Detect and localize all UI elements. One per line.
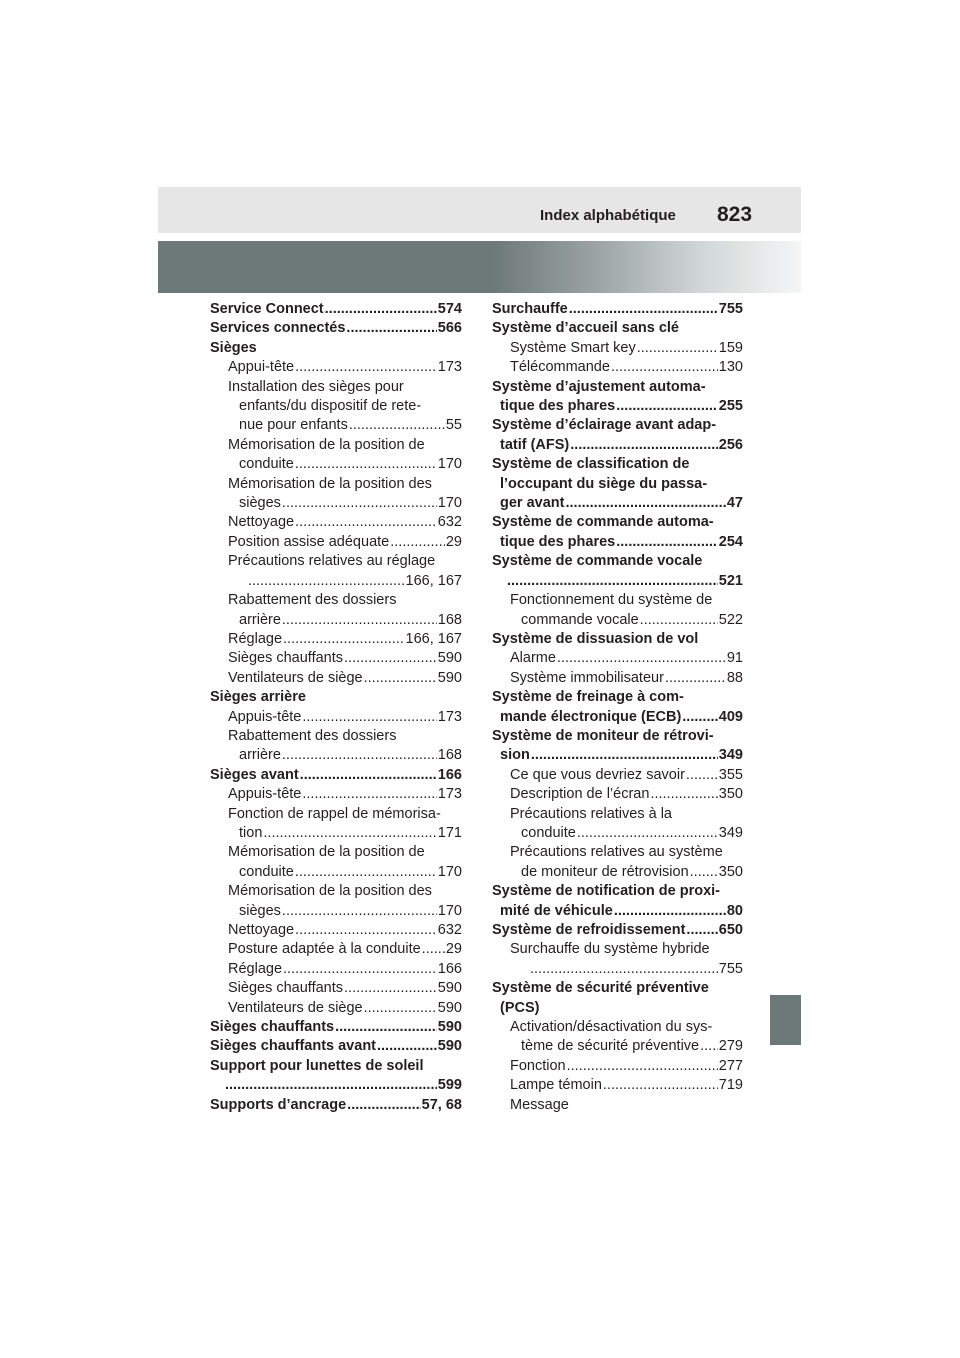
- index-entry: [210, 475, 462, 494]
- index-entry-text: commande vocale: [521, 611, 639, 628]
- dot-leader: [344, 649, 437, 668]
- index-entry-page: 632: [437, 922, 462, 938]
- index-entry: [210, 785, 462, 804]
- dot-leader: [302, 785, 436, 804]
- dot-leader: [603, 1076, 718, 1095]
- index-entry-text: tique des phares: [500, 533, 616, 550]
- index-entry-text: Appui-tête: [228, 359, 295, 376]
- index-entry: [210, 630, 462, 649]
- index-entry-text: Système d’ajustement automa-: [492, 378, 706, 395]
- index-entry: [492, 1096, 743, 1115]
- index-entry: [492, 921, 743, 940]
- index-entry: [492, 843, 743, 862]
- index-entry: [492, 300, 743, 319]
- index-entry-text: Système d’éclairage avant adap-: [492, 417, 717, 434]
- dot-leader: [682, 708, 718, 727]
- dot-leader: [565, 494, 725, 513]
- index-entry-text: Réglage: [228, 630, 283, 647]
- index-entry: [492, 475, 743, 494]
- index-entry: [210, 649, 462, 668]
- index-entry: [210, 1057, 462, 1076]
- index-entry: [492, 940, 743, 959]
- index-entry: [492, 979, 743, 998]
- dot-leader: [325, 300, 437, 319]
- index-entry-page: 632: [437, 514, 462, 531]
- page-number: 823: [717, 203, 753, 226]
- dot-leader: [390, 533, 445, 552]
- index-entry: [210, 378, 462, 397]
- dot-leader: [302, 708, 436, 727]
- index-entry: [492, 591, 743, 610]
- index-entry-text: Surchauffe: [492, 301, 568, 317]
- index-entry-text: Description de l’écran: [510, 786, 650, 803]
- index-entry: [492, 513, 743, 532]
- index-entry: [492, 339, 743, 358]
- index-entry-page: 349: [718, 824, 743, 841]
- dot-leader: [344, 979, 437, 998]
- dot-leader: [300, 766, 437, 785]
- index-entry-page: 80: [726, 902, 743, 919]
- index-entry-page: 91: [726, 650, 743, 667]
- index-entry: [492, 319, 743, 338]
- index-entry: [210, 1018, 462, 1037]
- index-entry: [492, 416, 743, 435]
- index-entry-text: conduite: [239, 863, 294, 880]
- dot-leader: [349, 416, 445, 435]
- index-entry-page: 755: [718, 301, 743, 317]
- index-entry-text: Sièges chauffants avant: [210, 1038, 376, 1055]
- index-entry-text: Alarme: [510, 650, 556, 667]
- index-entry: [492, 358, 743, 377]
- index-entry-text: Activation/désactivation du sys-: [510, 1019, 713, 1036]
- index-entry-page: 566: [437, 320, 462, 337]
- dot-leader: [611, 358, 718, 377]
- index-entry-text: (PCS): [500, 999, 540, 1016]
- index-entry: [492, 727, 743, 746]
- dot-leader: [507, 572, 718, 591]
- index-entry: [210, 999, 462, 1018]
- index-entry: [492, 863, 743, 882]
- index-entry-page: 255: [718, 398, 743, 415]
- index-entry-text: Service Connect: [210, 301, 324, 317]
- dot-leader: [282, 902, 437, 921]
- index-entry-page: 173: [437, 359, 462, 376]
- dot-leader: [616, 533, 718, 552]
- dot-leader: [570, 436, 718, 455]
- index-entry: [210, 727, 462, 746]
- index-entry-page: 55: [445, 417, 462, 434]
- index-entry-page: 173: [437, 786, 462, 803]
- index-entry-page: 168: [437, 747, 462, 764]
- index-entry: [492, 688, 743, 707]
- index-entry-page: 755: [718, 960, 743, 977]
- index-entry-text: Système de commande automa-: [492, 514, 714, 531]
- index-entry: [492, 785, 743, 804]
- index-entry-page: 29: [445, 533, 462, 550]
- dot-leader: [335, 1018, 437, 1037]
- index-entry: [492, 378, 743, 397]
- index-entry-page: 650: [718, 922, 743, 938]
- index-entry-text: Fonction de rappel de mémorisa-: [228, 805, 441, 822]
- index-entry-page: 599: [437, 1077, 462, 1094]
- index-entry-text: Fonction: [510, 1057, 566, 1074]
- index-entry: [210, 319, 462, 338]
- index-entry: [492, 766, 743, 785]
- index-entry-page: 719: [718, 1077, 743, 1094]
- index-entry: [492, 494, 743, 513]
- dot-leader: [282, 746, 437, 765]
- index-entry-page: 47: [726, 495, 743, 512]
- index-entry-text: Posture adaptée à la conduite: [228, 941, 421, 958]
- index-entry-text: arrière: [239, 611, 281, 628]
- dot-leader: [665, 669, 726, 688]
- index-entry: [492, 746, 743, 765]
- index-entry-text: tion: [239, 824, 263, 841]
- dot-leader: [295, 455, 437, 474]
- index-column-right: [492, 300, 743, 1115]
- index-entry-text: Position assise adéquate: [228, 533, 390, 550]
- index-entry: [210, 611, 462, 630]
- index-entry: [492, 824, 743, 843]
- index-entry: [492, 630, 743, 649]
- index-entry: [492, 902, 743, 921]
- dot-leader: [282, 611, 437, 630]
- index-entry-text: Mémorisation de la position des: [228, 475, 432, 492]
- dot-leader: [686, 766, 718, 785]
- index-entry-text: ger avant: [500, 495, 565, 512]
- index-entry-text: Précautions relatives à la: [510, 805, 672, 822]
- index-entry: [210, 1096, 462, 1115]
- index-entry: [210, 358, 462, 377]
- index-entry-page: 256: [718, 436, 743, 453]
- index-entry-text: Système de commande vocale: [492, 553, 703, 570]
- index-entry: [210, 416, 462, 435]
- index-entry-page: 173: [437, 708, 462, 725]
- index-entry-text: Message: [510, 1096, 569, 1113]
- index-entry: [210, 1076, 462, 1095]
- index-entry-text: Ce que vous devriez savoir: [510, 766, 685, 783]
- index-entry: [210, 824, 462, 843]
- index-entry: [210, 300, 462, 319]
- dot-leader: [283, 960, 437, 979]
- index-entry-text: Système Smart key: [510, 339, 636, 356]
- index-entry-text: Système d’accueil sans clé: [492, 320, 679, 337]
- index-entry-text: sion: [500, 747, 530, 764]
- index-entry: [210, 921, 462, 940]
- index-entry-text: sièges: [239, 902, 281, 919]
- section-title: Index alphabétique: [540, 207, 676, 224]
- dot-leader: [422, 940, 445, 959]
- index-entry-text: de moniteur de rétrovision: [521, 863, 689, 880]
- index-entry-text: Mémorisation de la position des: [228, 883, 432, 900]
- index-entry-text: arrière: [239, 747, 281, 764]
- section-tab-marker: [770, 995, 801, 1045]
- index-entry-text: Système de classification de: [492, 456, 690, 473]
- index-entry-text: Système de refroidissement: [492, 922, 686, 938]
- header-bar: [158, 187, 801, 233]
- index-entry: [210, 591, 462, 610]
- index-entry-page: 590: [437, 980, 462, 997]
- dot-leader: [567, 1057, 718, 1076]
- index-entry: [210, 805, 462, 824]
- index-entry-page: 159: [718, 339, 743, 356]
- dot-leader: [364, 669, 437, 688]
- index-entry: [492, 1018, 743, 1037]
- index-entry-text: Système de sécurité préventive: [492, 980, 709, 997]
- dot-leader: [347, 1096, 421, 1115]
- index-entry-text: Mémorisation de la position de: [228, 844, 425, 861]
- index-entry-page: 57, 68: [421, 1096, 462, 1113]
- dot-leader: [557, 649, 726, 668]
- index-entry-page: 170: [437, 863, 462, 880]
- index-entry: [492, 1057, 743, 1076]
- index-entry-text: Services connectés: [210, 320, 346, 337]
- index-entry-page: 521: [718, 572, 743, 589]
- dot-leader: [225, 1076, 437, 1095]
- index-entry-text: Système immobilisateur: [510, 669, 664, 686]
- index-entry: [492, 572, 743, 591]
- index-entry: [210, 533, 462, 552]
- index-entry-page: 590: [437, 669, 462, 686]
- index-entry-page: 254: [718, 533, 743, 550]
- index-entry-page: 590: [437, 1038, 462, 1055]
- index-entry-page: 130: [718, 359, 743, 376]
- index-entry-text: Sièges chauffants: [210, 1019, 335, 1036]
- index-entry: [210, 708, 462, 727]
- index-entry-page: 170: [437, 456, 462, 473]
- index-entry-text: tème de sécurité préventive: [521, 1038, 700, 1055]
- index-entry-page: 170: [437, 495, 462, 512]
- index-entry-page: 590: [437, 650, 462, 667]
- index-entry: [210, 339, 462, 358]
- index-entry-text: Système de notification de proxi-: [492, 883, 721, 900]
- index-entry: [210, 688, 462, 707]
- index-entry: [210, 979, 462, 998]
- dot-leader: [364, 999, 437, 1018]
- index-entry-text: Rabattement des dossiers: [228, 592, 397, 609]
- index-entry-page: 277: [718, 1057, 743, 1074]
- index-entry-text: Lampe témoin: [510, 1077, 602, 1094]
- dot-leader: [248, 572, 405, 591]
- index-entry-text: Télécommande: [510, 359, 610, 376]
- index-entry: [492, 669, 743, 688]
- index-entry-text: Nettoyage: [228, 922, 295, 938]
- index-entry: [210, 455, 462, 474]
- index-entry-text: tatif (AFS): [500, 436, 570, 453]
- index-entry-page: 349: [718, 747, 743, 764]
- index-entry: [492, 708, 743, 727]
- dot-leader: [346, 319, 436, 338]
- index-entry: [210, 494, 462, 513]
- index-entry-page: 355: [718, 766, 743, 783]
- index-entry-text: Fonctionnement du système de: [510, 592, 713, 609]
- index-entry-text: conduite: [521, 824, 576, 841]
- index-entry-text: Sièges avant: [210, 766, 299, 783]
- index-entry: [210, 572, 462, 591]
- index-entry-text: conduite: [239, 456, 294, 473]
- index-entry-page: 574: [437, 301, 462, 317]
- index-entry: [492, 1076, 743, 1095]
- dot-leader: [569, 300, 718, 319]
- index-entry-page: 409: [718, 708, 743, 725]
- dot-leader: [530, 960, 718, 979]
- dot-leader: [282, 494, 437, 513]
- index-column-left: [210, 300, 462, 1115]
- index-entry-text: Sièges arrière: [210, 689, 306, 706]
- index-entry: [210, 436, 462, 455]
- index-entry: [210, 940, 462, 959]
- index-entry-text: Rabattement des dossiers: [228, 727, 397, 744]
- index-entry-text: Système de moniteur de rétrovi-: [492, 727, 714, 744]
- index-entry-text: nue pour enfants: [239, 417, 348, 434]
- dot-leader: [295, 863, 437, 882]
- index-entry: [210, 766, 462, 785]
- index-entry-text: Nettoyage: [228, 514, 295, 531]
- index-entry-text: mande électronique (ECB): [500, 708, 682, 725]
- index-entry-text: l’occupant du siège du passa-: [500, 475, 708, 492]
- index-entry: [210, 882, 462, 901]
- dot-leader: [686, 921, 717, 940]
- index-entry: [492, 805, 743, 824]
- index-entry: [492, 397, 743, 416]
- index-entry: [210, 902, 462, 921]
- index-entry-page: 350: [718, 786, 743, 803]
- index-entry: [210, 552, 462, 571]
- index-entry-text: Support pour lunettes de soleil: [210, 1057, 424, 1074]
- index-entry: [492, 960, 743, 979]
- index-entry-text: Sièges: [210, 339, 257, 356]
- index-entry-text: Ventilateurs de siège: [228, 999, 363, 1016]
- index-entry-text: Mémorisation de la position de: [228, 436, 425, 453]
- index-entry-text: tique des phares: [500, 398, 616, 415]
- index-entry: [210, 746, 462, 765]
- index-entry-text: Ventilateurs de siège: [228, 669, 363, 686]
- index-entry: [492, 999, 743, 1018]
- index-entry-text: Surchauffe du système hybride: [510, 941, 710, 958]
- index-entry-page: 522: [718, 611, 743, 628]
- index-entry-page: 166: [437, 766, 462, 783]
- index-entry: [210, 863, 462, 882]
- index-entry-text: sièges: [239, 495, 281, 512]
- index-entry: [492, 882, 743, 901]
- index-entry-page: 88: [726, 669, 743, 686]
- index-entry-page: 29: [445, 941, 462, 958]
- index-entry-text: Installation des sièges pour: [228, 378, 404, 395]
- index-entry: [492, 455, 743, 474]
- index-entry-text: mité de véhicule: [500, 902, 613, 919]
- dot-leader: [295, 358, 437, 377]
- index-entry-page: 166: [437, 960, 462, 977]
- index-entry-text: Supports d’ancrage: [210, 1096, 347, 1113]
- index-entry-page: 350: [718, 863, 743, 880]
- dot-leader: [616, 397, 718, 416]
- dot-leader: [377, 1037, 437, 1056]
- index-entry: [210, 669, 462, 688]
- index-entry-page: 166, 167: [405, 630, 462, 647]
- index-entry: [492, 552, 743, 571]
- dot-leader: [577, 824, 718, 843]
- index-entry-text: enfants/du dispositif de rete-: [239, 398, 422, 415]
- index-entry-text: Précautions relatives au réglage: [228, 553, 436, 570]
- dot-leader: [650, 785, 717, 804]
- dot-leader: [690, 863, 718, 882]
- index-entry-page: 166, 167: [405, 572, 462, 589]
- dot-leader: [640, 611, 718, 630]
- index-entry: [492, 611, 743, 630]
- index-entry-text: Appuis-tête: [228, 708, 302, 725]
- dot-leader: [283, 630, 405, 649]
- index-entry-page: 170: [437, 902, 462, 919]
- index-entry: [210, 1037, 462, 1056]
- index-entry-text: Sièges chauffants: [228, 980, 344, 997]
- index-entry: [210, 843, 462, 862]
- index-entry: [492, 649, 743, 668]
- dot-leader: [637, 339, 718, 358]
- index-entry-text: Système de dissuasion de vol: [492, 630, 699, 647]
- index-entry-text: Sièges chauffants: [228, 650, 344, 667]
- index-entry: [210, 960, 462, 979]
- index-entry-text: Précautions relatives au système: [510, 844, 723, 861]
- dot-leader: [700, 1037, 718, 1056]
- index-entry: [492, 436, 743, 455]
- index-entry: [210, 513, 462, 532]
- dot-leader: [263, 824, 436, 843]
- index-entry-page: 590: [437, 999, 462, 1016]
- index-entry-page: 590: [437, 1019, 462, 1036]
- index-entry: [492, 533, 743, 552]
- index-entry-text: Appuis-tête: [228, 786, 302, 803]
- index-entry-text: Système de freinage à com-: [492, 689, 684, 706]
- dot-leader: [614, 902, 726, 921]
- index-entry: [492, 1037, 743, 1056]
- dot-leader: [295, 513, 437, 532]
- index-entry-text: Réglage: [228, 960, 283, 977]
- index-entry-page: 168: [437, 611, 462, 628]
- dot-leader: [295, 921, 437, 940]
- index-entry-page: 279: [718, 1038, 743, 1055]
- decorative-band: [158, 241, 801, 293]
- index-entry: [210, 397, 462, 416]
- index-entry-page: 171: [437, 824, 462, 841]
- dot-leader: [531, 746, 718, 765]
